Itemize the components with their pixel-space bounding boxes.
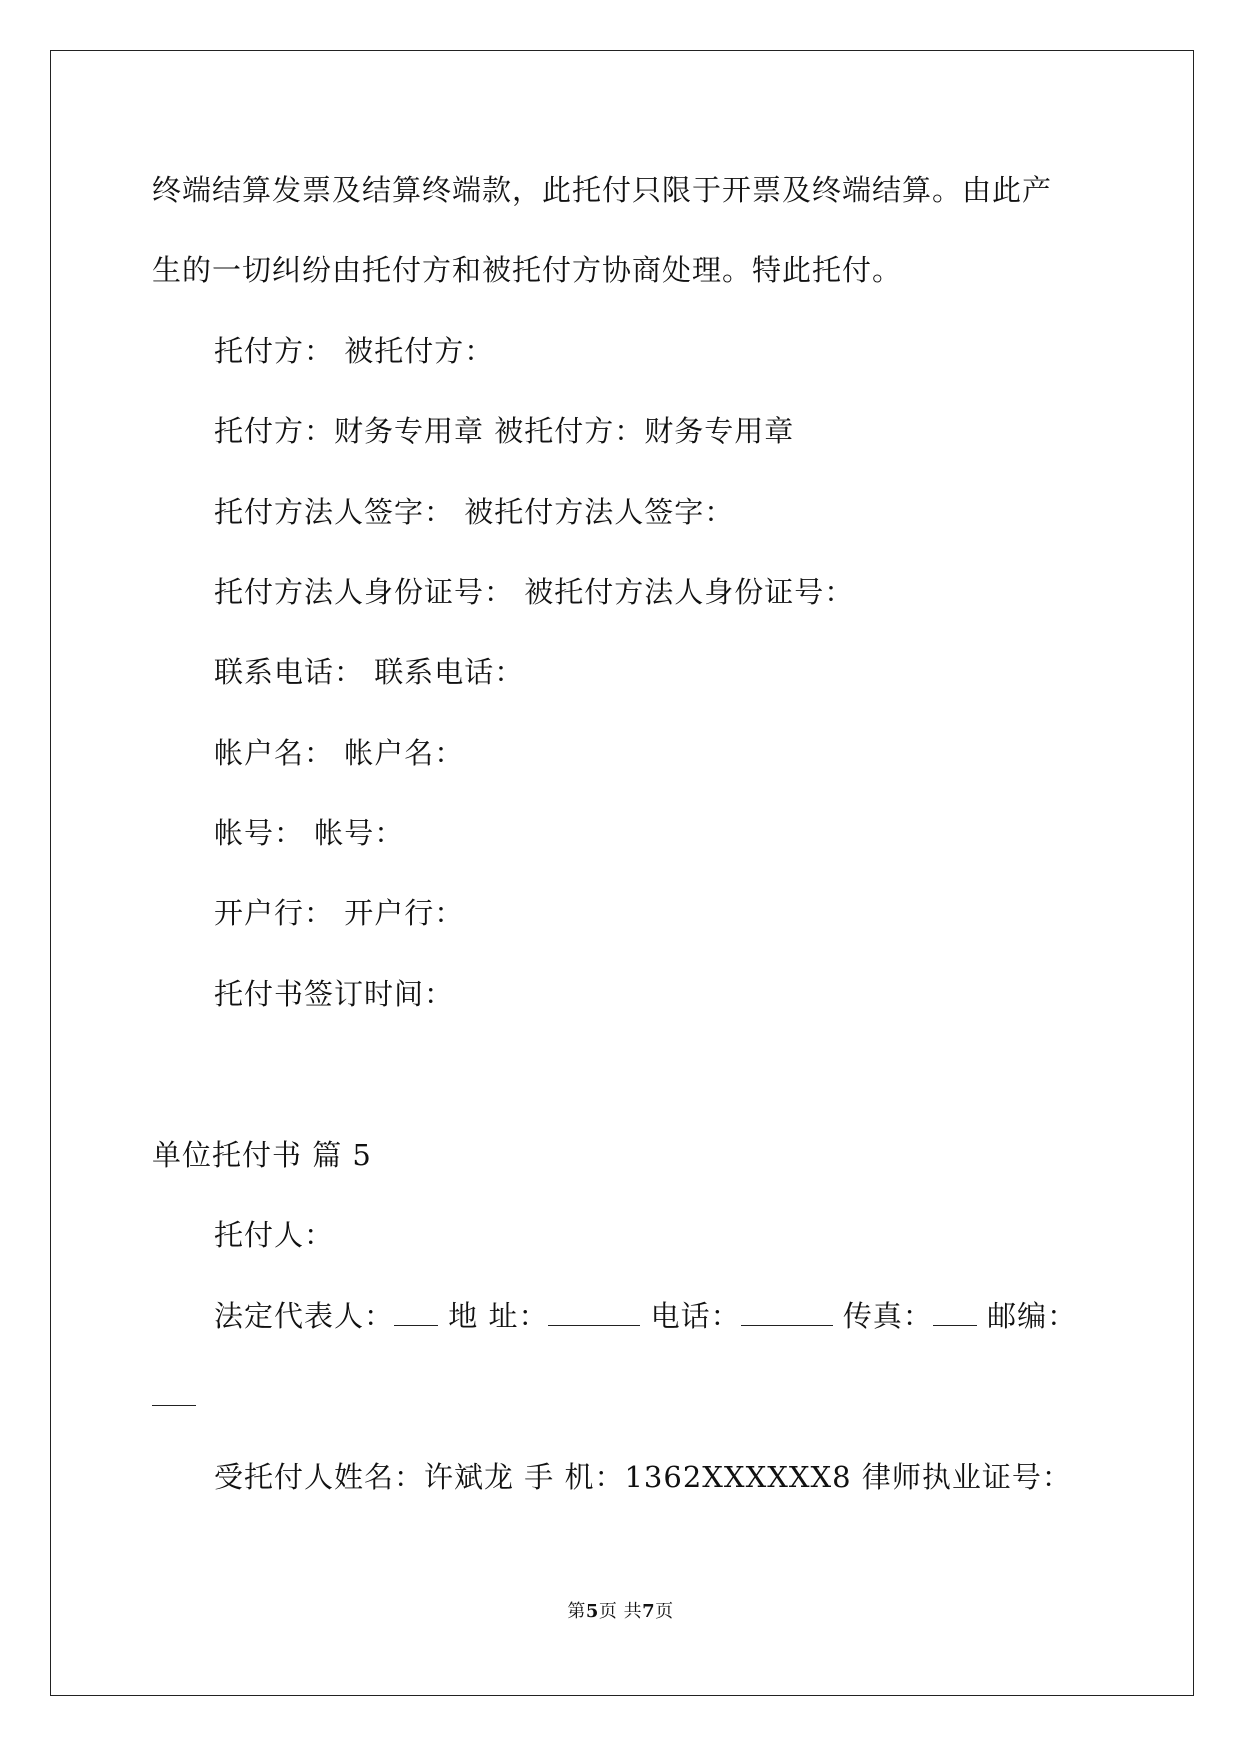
sign-date-line: 托付书签订时间： — [214, 977, 455, 1011]
page-prefix: 第 — [567, 1601, 586, 1622]
postcode-label: 邮编： — [987, 1299, 1078, 1333]
client-details-line — [214, 1298, 1077, 1334]
fax-blank — [933, 1299, 977, 1326]
license-label: 律师执业证号： — [861, 1460, 1072, 1494]
page-current: 5 — [585, 1601, 599, 1622]
mobile-value: 1362XXXXXX8 — [624, 1460, 852, 1494]
page-total: 7 — [642, 1601, 656, 1622]
address-blank — [548, 1299, 640, 1326]
fax-label: 传真： — [842, 1299, 933, 1333]
client-line: 托付人： — [214, 1218, 335, 1252]
account-number-line: 帐号： 帐号： — [214, 816, 405, 850]
paragraph-line-1: 终端结算发票及结算终端款，此托付只限于开票及终端结算。由此产 — [152, 173, 1053, 207]
agent-line — [214, 1459, 1072, 1495]
bank-line: 开户行： 开户行： — [214, 896, 465, 930]
agent-name: 许斌龙 — [424, 1460, 515, 1494]
phone-blank — [741, 1299, 833, 1326]
legal-rep-id-line: 托付方法人身份证号： 被托付方法人身份证号： — [214, 575, 855, 609]
legal-rep-blank — [394, 1299, 438, 1326]
postcode-blank — [152, 1379, 196, 1406]
signature-party-line: 托付方： 被托付方： — [214, 334, 495, 368]
page-border — [50, 50, 1194, 1696]
legal-rep-signature-line: 托付方法人签字： 被托付方法人签字： — [214, 495, 735, 529]
legal-rep-label: 法定代表人： — [214, 1299, 395, 1333]
page-footer — [0, 1600, 1241, 1624]
account-name-line: 帐户名： 帐户名： — [214, 736, 465, 770]
phone-label: 电话： — [650, 1299, 741, 1333]
page-mid: 页 共 — [598, 1601, 643, 1622]
page-suffix: 页 — [655, 1601, 674, 1622]
paragraph-line-2: 生的一切纠纷由托付方和被托付方协商处理。特此托付。 — [152, 253, 903, 287]
address-label: 地 址： — [448, 1299, 549, 1333]
section-heading: 单位托付书 篇 5 — [152, 1138, 372, 1172]
mobile-label: 手 机： — [524, 1460, 625, 1494]
contact-phone-line: 联系电话： 联系电话： — [214, 655, 525, 689]
agent-name-label: 受托付人姓名： — [214, 1460, 425, 1494]
financial-seal-line: 托付方：财务专用章 被托付方：财务专用章 — [214, 414, 795, 448]
postcode-blank-line — [152, 1378, 196, 1414]
